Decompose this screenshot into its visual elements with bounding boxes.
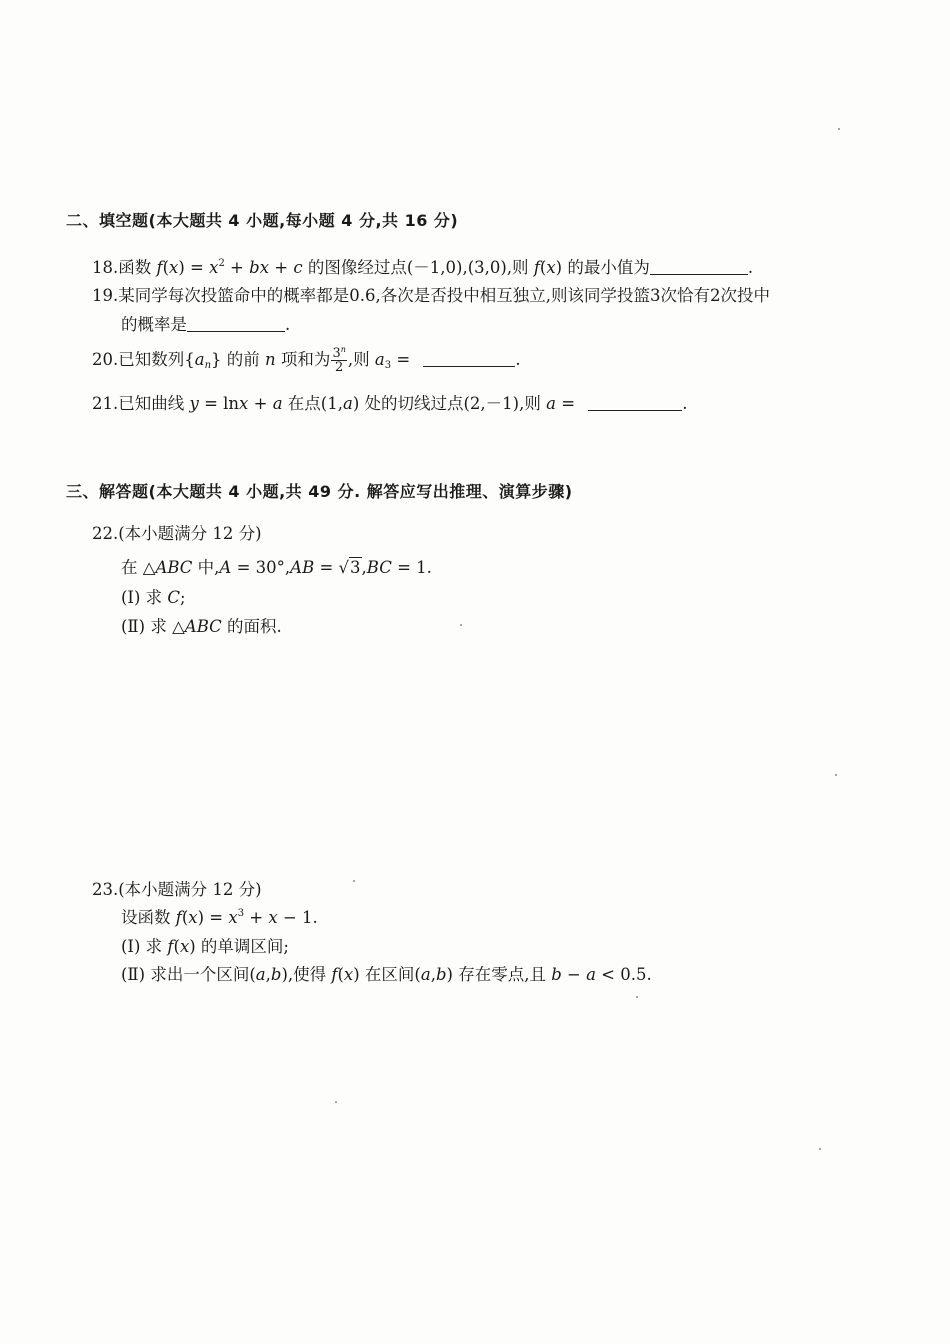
q19-number: 19. <box>92 286 119 305</box>
q23-part1-b: 的单调区间; <box>195 937 289 956</box>
q20-text-a: 已知数列{ <box>118 350 195 369</box>
q23-part2-b: ),使得 <box>281 965 332 984</box>
q23-header: 23.(本小题满分 12 分) <box>92 880 262 899</box>
scan-speck <box>819 1148 821 1150</box>
q21-text-a: 已知曲线 <box>118 394 190 413</box>
scan-speck <box>335 1101 337 1103</box>
q19-line2: 的概率是 <box>121 315 187 334</box>
question-19-cont: 的概率是 . <box>121 315 291 334</box>
section2-title: 二、填空题(本大题共 4 小题,每小题 4 分,共 16 分) <box>66 211 459 230</box>
q22-part2-a: (Ⅱ) 求 △ <box>121 617 185 636</box>
q23-part1: (Ⅰ) 求 f(x) 的单调区间; <box>121 937 289 956</box>
question-18: 18.函数 $f(x) = x^2$ + bx + c 的图像经过点(－1,0),(3,0),则 f(x) 的最小值为 . <box>92 258 754 277</box>
q18-answer-blank <box>650 256 748 275</box>
q22-part2-b: 的面积. <box>221 617 282 636</box>
q21-text-b: 在点(1, <box>282 394 343 413</box>
q21-text-c: ) 处的切线过点(2,－1),则 <box>352 394 547 413</box>
q22-part1-text: (Ⅰ) 求 <box>121 588 168 607</box>
scan-speck <box>460 624 462 626</box>
q18-text-b: 的图像经过点(－1,0),(3,0),则 <box>302 258 534 277</box>
q22-stem: 在 △ABC 中,A = 30°,AB = √3,BC = 1. <box>121 558 432 577</box>
q20-fraction: $\frac{3^n}{2}$ <box>332 345 346 375</box>
question-19 <box>92 285 770 307</box>
q20-number: 20. <box>92 350 119 369</box>
question-21: 21.已知曲线 y = lnx + a 在点(1,a) 处的切线过点(2,－1),则 a = . <box>92 394 688 413</box>
q23-part2-c: 在区间( <box>359 965 421 984</box>
q22-header: 22.(本小题满分 12 分) <box>92 524 262 543</box>
q18-text-a: 函数 <box>118 258 157 277</box>
q19-answer-blank <box>187 313 285 332</box>
q22-part1: (Ⅰ) 求 C; <box>121 588 186 607</box>
scan-speck <box>835 774 837 776</box>
q23-part2: (Ⅱ) 求出一个区间(a,b),使得 f(x) 在区间(a,b) 存在零点,且 b − a < 0.5. <box>121 965 652 984</box>
q18-number: 18. <box>92 258 119 277</box>
q21-answer-blank <box>588 392 682 411</box>
q23-stem-text: 设函数 <box>121 908 176 927</box>
q20-text-c: 项和为 <box>275 350 331 369</box>
scan-speck <box>838 128 840 130</box>
q23-part2-d: ) 存在零点,且 <box>446 965 552 984</box>
q22-part2: (Ⅱ) 求 △ABC 的面积. <box>121 617 282 636</box>
section3-title: 三、解答题(本大题共 4 小题,共 49 分. 解答应写出推理、演算步骤) <box>66 482 573 501</box>
q22-stem-b: 中, <box>192 558 220 577</box>
q20-text-d: ,则 <box>347 350 375 369</box>
q19-line1: 某同学每次投篮命中的概率都是0.6,各次是否投中相互独立,则该同学投篮3次恰有2次投中 <box>118 286 770 305</box>
scan-speck <box>636 996 638 998</box>
question-20: 20.已知数列$\{a_n\}$ 的前 n 项和为 $\frac{3^n}{2}$ ,则 $a_3$ = . <box>92 345 521 375</box>
q23-part2-a: (Ⅱ) 求出一个区间( <box>121 965 256 984</box>
q21-number: 21. <box>92 394 119 413</box>
scan-speck <box>353 880 355 882</box>
q20-answer-blank <box>423 348 515 367</box>
q23-stem: 设函数 $f(x) = x^3 + x - 1$. <box>121 908 318 927</box>
q23-part1-a: (Ⅰ) 求 <box>121 937 168 956</box>
q22-stem-a: 在 △ <box>121 558 156 577</box>
q18-text-c: 的最小值为 <box>562 258 650 277</box>
q20-text-b: } 的前 <box>211 350 266 369</box>
